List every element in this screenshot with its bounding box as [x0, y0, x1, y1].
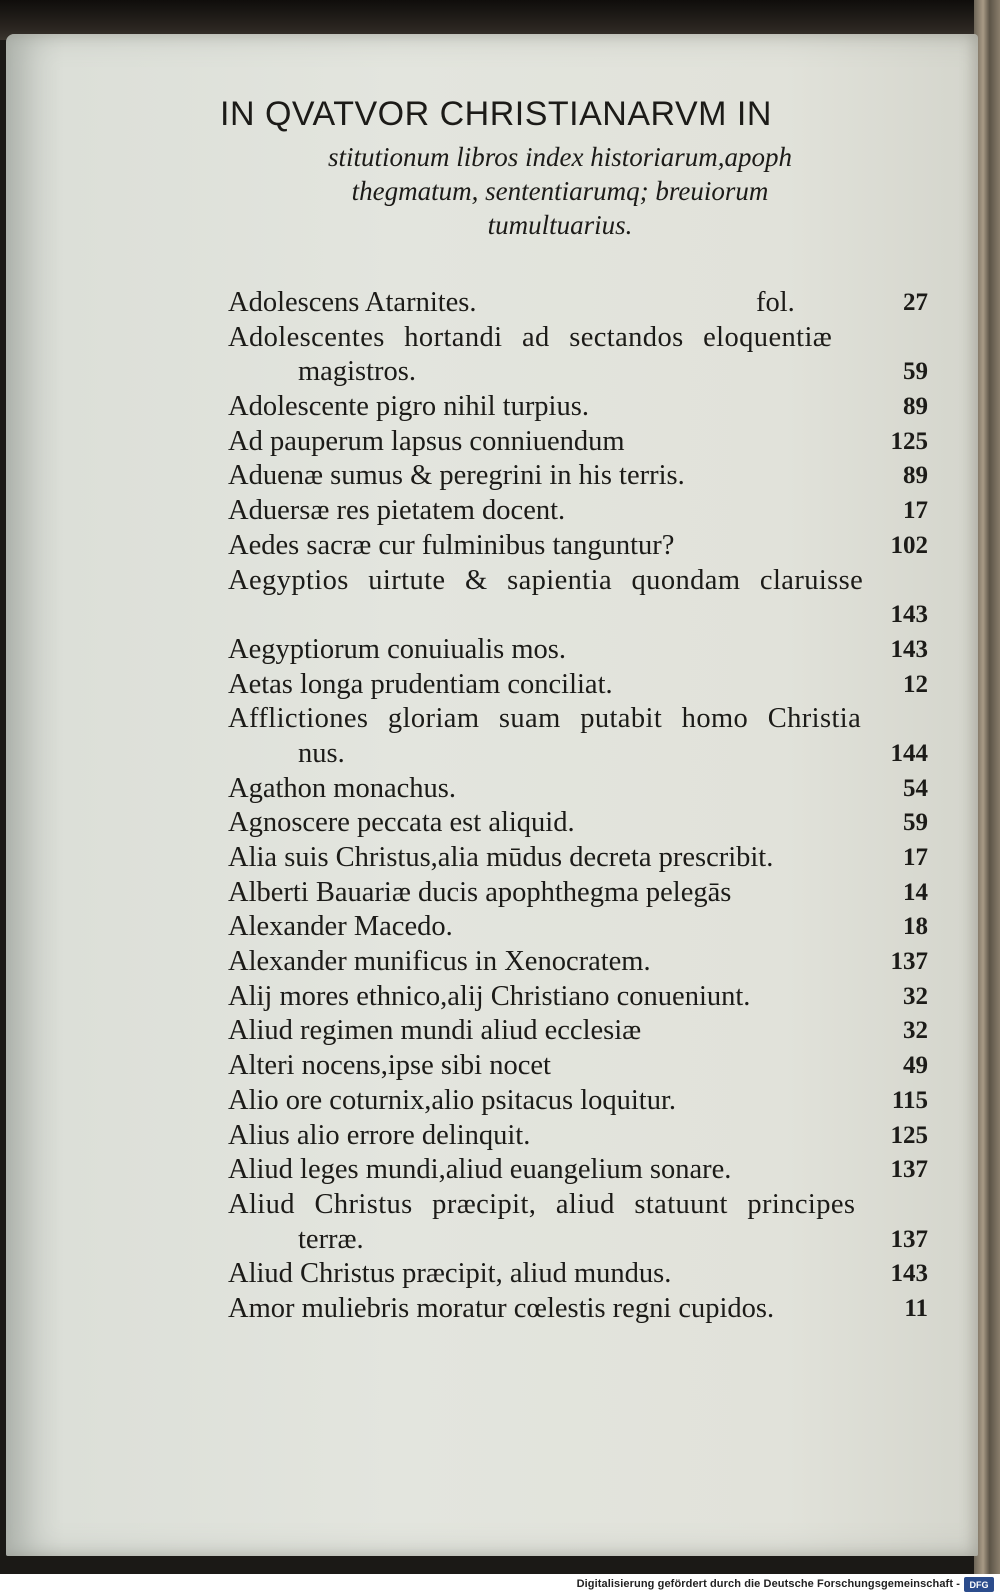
entry-page-number: 89	[903, 462, 928, 490]
entry-text: Adolescente pigro nihil turpius.	[228, 391, 589, 423]
index-entry	[228, 355, 928, 390]
entry-text: Alberti Bauariæ ducis apophthegma pelegās	[228, 876, 732, 908]
index-entry	[228, 598, 928, 633]
entry-page-number: 32	[903, 1017, 928, 1045]
entry-text: Aetas longa prudentiam conciliat.	[228, 668, 613, 700]
entry-text: Agnoscere peccata est aliquid.	[228, 807, 575, 839]
subtitle-line-1: stitutionum libros index historiarum,apoph	[327, 142, 793, 172]
entry-text: Aegyptiorum conuiualis mos.	[228, 633, 567, 665]
entry-page-number: 125	[890, 1121, 928, 1149]
entry-page-number: 59	[903, 358, 928, 386]
entry-page-number: 11	[904, 1294, 928, 1322]
index-entry	[228, 425, 928, 460]
entry-text: Agathon monachus.	[228, 772, 456, 804]
index-entry	[228, 841, 928, 876]
index-entry	[228, 806, 928, 841]
entry-page-number: 59	[903, 809, 928, 837]
index-entry	[228, 945, 928, 980]
entry-text: Aegyptios uirtute & sapientia quondam claruisse	[228, 564, 864, 596]
index-entry	[228, 910, 928, 945]
entry-text: Alia suis Christus,alia mūdus decreta prescribit.	[228, 842, 774, 873]
entry-text: Alexander Macedo.	[228, 911, 453, 943]
index-entry	[228, 1223, 928, 1258]
index-entry	[228, 737, 928, 772]
entry-page-number: 144	[890, 739, 928, 767]
entry-text: Adolescens Atarnites.	[228, 287, 477, 318]
index-entry	[228, 1119, 928, 1154]
entry-text: Aduenæ sumus & peregrini in his terris.	[228, 460, 685, 492]
entry-text: Afflictiones gloriam suam putabit homo Christia	[228, 703, 862, 735]
entry-text: Alteri nocens,ipse sibi nocet	[228, 1050, 551, 1082]
entry-page-number: 125	[890, 427, 928, 455]
entry-page-number: 18	[903, 913, 928, 941]
index-entry	[228, 980, 928, 1015]
index-entry	[228, 772, 928, 807]
index-entry	[228, 390, 928, 425]
footer-bar	[0, 1574, 1000, 1596]
index-entry	[228, 321, 928, 356]
entry-page-number: 137	[890, 1156, 928, 1184]
entry-text: Aliud regimen mundi aliud ecclesiæ	[228, 1015, 642, 1047]
index-entry	[228, 1257, 928, 1292]
entry-page-number: 143	[890, 601, 928, 629]
entry-page-number: 14	[903, 878, 928, 906]
entry-page-number: 49	[903, 1052, 928, 1080]
entry-text: Alio ore coturnix,alio psitacus loquitur.	[228, 1084, 677, 1116]
index-entry	[228, 1153, 928, 1188]
index-entry	[228, 633, 928, 668]
entry-text: Aedes sacræ cur fulminibus tanguntur?	[228, 529, 675, 561]
entry-text: Amor muliebris moratur cœlestis regni cupidos.	[228, 1292, 775, 1324]
entry-page-number: 17	[903, 497, 928, 525]
entry-text: Aliud leges mundi,aliud euangelium sonare.	[228, 1154, 732, 1186]
subtitle-line-3: tumultuarius.	[487, 210, 633, 240]
entry-text: Adolescentes hortandi ad sectandos eloquentiæ	[228, 321, 833, 353]
fol-label: fol.	[756, 287, 795, 318]
entry-text: magistros.	[298, 356, 416, 388]
index-entry	[228, 494, 928, 529]
entry-page-number: 137	[890, 1225, 928, 1253]
entry-page-number: 143	[890, 1260, 928, 1288]
entry-page-number: 32	[903, 982, 928, 1010]
entry-page-number: 12	[903, 670, 928, 698]
entry-text: Ad pauperum lapsus conniuendum	[228, 425, 625, 457]
footer-credit: Digitalisierung gefördert durch die Deutsche Forschungsgemeinschaft -	[576, 1578, 960, 1590]
index-entry	[228, 702, 928, 737]
entry-page-number: 17	[903, 844, 928, 871]
index-entry	[228, 1084, 928, 1119]
entry-page-number: 102	[890, 531, 928, 559]
index-entry	[228, 1188, 928, 1223]
index-entry	[228, 1049, 928, 1084]
entry-text: Aliud Christus præcipit, aliud mundus.	[228, 1258, 672, 1290]
page-title: IN QVATVOR CHRISTIANARVM IN	[220, 95, 772, 133]
index-entry	[228, 286, 928, 321]
entry-page-number: 89	[903, 393, 928, 421]
index-entry	[228, 529, 928, 564]
entry-text: Aliud Christus præcipit, aliud statuunt principes	[228, 1188, 856, 1220]
index-entry	[228, 1014, 928, 1049]
entry-text: Aduersæ res pietatem docent.	[228, 495, 566, 527]
index-entry	[228, 1292, 928, 1327]
entry-text: Alexander munificus in Xenocratem.	[228, 946, 651, 978]
entry-page-number: 143	[890, 635, 928, 663]
entry-page-number: 115	[891, 1086, 928, 1114]
index-entry	[228, 876, 928, 911]
index-list	[228, 286, 928, 1327]
subtitle-line-2: thegmatum, sententiarumq; breuiorum	[351, 176, 769, 206]
entry-text: Alij mores ethnico,alij Christiano conueniunt.	[228, 980, 751, 1012]
entry-page-number: 137	[890, 948, 928, 976]
index-entry	[228, 668, 928, 703]
entry-text: Alius alio errore delinquit.	[228, 1119, 531, 1151]
entry-page-number: 54	[903, 774, 928, 802]
entry-text: terræ.	[298, 1223, 364, 1255]
index-entry	[228, 459, 928, 494]
dfg-logo: DFG	[964, 1577, 994, 1592]
entry-page-number: 27	[903, 289, 928, 316]
entry-text: nus.	[298, 737, 345, 769]
index-entry	[228, 564, 928, 599]
